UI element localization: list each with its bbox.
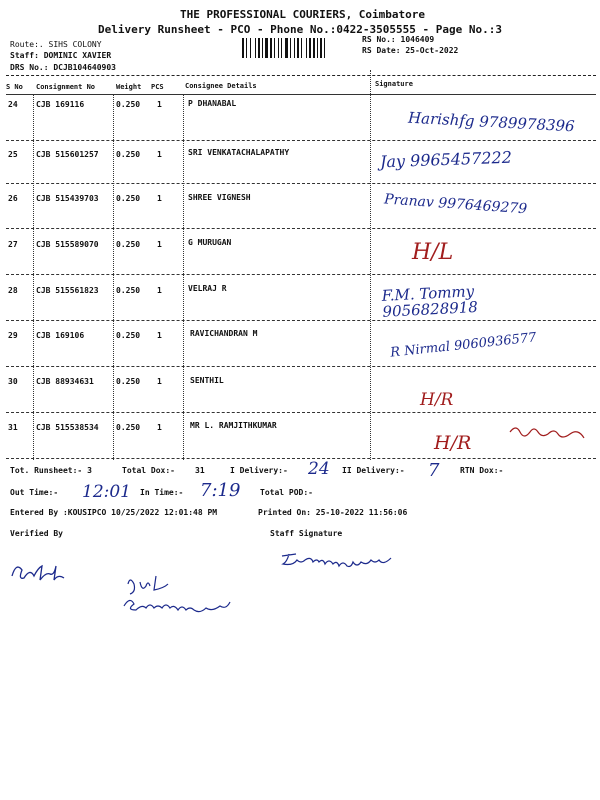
row-consignment: CJB 515538534	[36, 423, 99, 432]
col-signature: Signature	[375, 80, 413, 88]
row-weight: 0.250	[116, 100, 141, 109]
row-pcs: 1	[157, 286, 162, 295]
divider	[113, 94, 114, 460]
barcode-bar	[262, 38, 263, 58]
row-sno: 27	[8, 240, 18, 249]
row-separator	[6, 274, 596, 275]
row-signature: H/R	[420, 390, 454, 410]
rs-date: RS Date: 25-Oct-2022	[362, 46, 459, 55]
row-weight: 0.250	[116, 240, 141, 249]
staff-label: Staff: DOMINIC XAVIER	[10, 51, 112, 60]
row-consignee: P DHANABAL	[188, 99, 237, 108]
barcode-bar	[250, 38, 251, 58]
row-consignment: CJB 515601257	[36, 150, 99, 159]
row-weight: 0.250	[116, 377, 141, 386]
in-time-label: In Time:-	[140, 488, 184, 497]
barcode-bar	[246, 38, 247, 58]
row-separator	[6, 228, 596, 229]
out-time-value: 12:01	[82, 482, 131, 502]
row-consignee: SRI VENKATACHALAPATHY	[188, 148, 290, 157]
row-consignment: CJB 515589070	[36, 240, 99, 249]
row-pcs: 1	[157, 150, 162, 159]
row-separator	[6, 183, 596, 184]
barcode-bar	[278, 38, 279, 58]
row-consignment: CJB 515439703	[36, 194, 99, 203]
row-consignment: CJB 169106	[36, 331, 85, 340]
entered-by: Entered By :KOUSIPCO 10/25/2022 12:01:48 PM	[10, 508, 218, 517]
barcode	[242, 38, 352, 58]
in-time-value: 7:19	[200, 480, 241, 501]
barcode-bar	[294, 38, 295, 58]
i-delivery-label: I Delivery:-	[230, 466, 288, 475]
table-top-rule	[6, 75, 596, 76]
row-signature: Harishfg 9789978396	[407, 108, 576, 136]
barcode-bar	[320, 38, 322, 58]
row-sno: 24	[8, 100, 18, 109]
verifier-signature	[6, 552, 76, 586]
ii-delivery-label: II Delivery:-	[342, 466, 405, 475]
row-separator	[6, 320, 596, 321]
row-consignment: CJB 515561823	[36, 286, 99, 295]
row-weight: 0.250	[116, 150, 141, 159]
row-signature: Jay 9965457222	[379, 147, 513, 172]
barcode-bar	[317, 38, 318, 58]
barcode-bar	[274, 38, 275, 58]
barcode-bar	[324, 38, 325, 58]
divider	[33, 94, 34, 460]
row-consignment: CJB 88934631	[36, 377, 94, 386]
row-weight: 0.250	[116, 286, 141, 295]
i-delivery-value: 24	[308, 459, 330, 479]
row-pcs: 1	[157, 194, 162, 203]
barcode-bar	[297, 38, 299, 58]
scribble-mark	[508, 424, 588, 440]
divider	[183, 94, 184, 460]
row-weight: 0.250	[116, 194, 141, 203]
barcode-bar	[255, 38, 256, 58]
printed-on: Printed On: 25-10-2022 11:56:06	[258, 508, 408, 517]
row-sno: 28	[8, 286, 18, 295]
row-pcs: 1	[157, 240, 162, 249]
signature-column-divider	[370, 70, 371, 460]
staff-signature-label: Staff Signature	[270, 529, 343, 538]
row-pcs: 1	[157, 331, 162, 340]
staff-signature	[278, 546, 418, 572]
row-weight: 0.250	[116, 331, 141, 340]
barcode-bar	[258, 38, 260, 58]
row-consignee: MR L. RAMJITHKUMAR	[190, 421, 277, 430]
row-weight: 0.250	[116, 423, 141, 432]
total-pod-label: Total POD:-	[260, 488, 313, 497]
row-pcs: 1	[157, 423, 162, 432]
route-label: Route:. SIHS COLONY	[10, 40, 102, 49]
total-runsheet: Tot. Runsheet:- 3	[10, 466, 92, 475]
runsheet-title: Delivery Runsheet - PCO - Phone No.:0422-3505555 - Page No.:3	[98, 23, 502, 36]
barcode-bar	[309, 38, 311, 58]
row-separator	[6, 366, 596, 367]
barcode-bar	[313, 38, 315, 58]
company-name: THE PROFESSIONAL COURIERS, Coimbatore	[180, 8, 426, 21]
barcode-bar	[290, 38, 291, 58]
row-signature: H/R	[434, 432, 472, 454]
ii-delivery-value: 7	[428, 460, 440, 481]
row-consignee: G MURUGAN	[188, 238, 232, 247]
barcode-bar	[281, 38, 282, 58]
col-weight: Weight	[116, 83, 142, 91]
barcode-bar	[301, 38, 302, 58]
row-consignee: RAVICHANDRAN M	[190, 329, 258, 338]
row-signature: Pranav 9976469279	[383, 191, 528, 218]
row-separator	[6, 140, 596, 141]
row-consignment: CJB 169116	[36, 100, 85, 109]
col-sno: S No	[6, 83, 23, 91]
rs-number: RS No.: 1046409	[362, 35, 435, 44]
verified-by-label: Verified By	[10, 529, 63, 538]
row-sno: 30	[8, 377, 18, 386]
col-consignee: Consignee Details	[185, 82, 257, 90]
barcode-bar	[265, 38, 268, 58]
row-signature: R Nirmal 9060936577	[389, 330, 538, 361]
rtn-dox-label: RTN Dox:-	[460, 466, 504, 475]
col-pcs: PCS	[151, 83, 164, 91]
col-consignment: Consignment No	[36, 83, 96, 91]
table-bottom-rule	[6, 458, 596, 459]
barcode-bar	[270, 38, 272, 58]
barcode-bar	[306, 38, 307, 58]
header-rule	[6, 94, 596, 95]
row-separator	[6, 412, 596, 413]
row-pcs: 1	[157, 100, 162, 109]
total-dox-label: Total Dox:-	[122, 466, 175, 475]
row-sno: 29	[8, 331, 18, 340]
supervisor-signature	[120, 570, 280, 616]
row-signature: H/L	[412, 240, 454, 265]
row-signature: F.M. Tommy 9056828918	[381, 282, 479, 321]
drs-number: DRS No.: DCJB104640903	[10, 63, 116, 72]
barcode-bar	[242, 38, 244, 58]
row-sno: 25	[8, 150, 18, 159]
total-dox-value: 31	[195, 466, 205, 475]
row-sno: 31	[8, 423, 18, 432]
row-consignee: SENTHIL	[190, 376, 224, 385]
row-consignee: VELRAJ R	[188, 284, 227, 293]
row-pcs: 1	[157, 377, 162, 386]
row-sno: 26	[8, 194, 18, 203]
row-consignee: SHREE VIGNESH	[188, 193, 251, 202]
out-time-label: Out Time:-	[10, 488, 59, 497]
barcode-bar	[285, 38, 288, 58]
